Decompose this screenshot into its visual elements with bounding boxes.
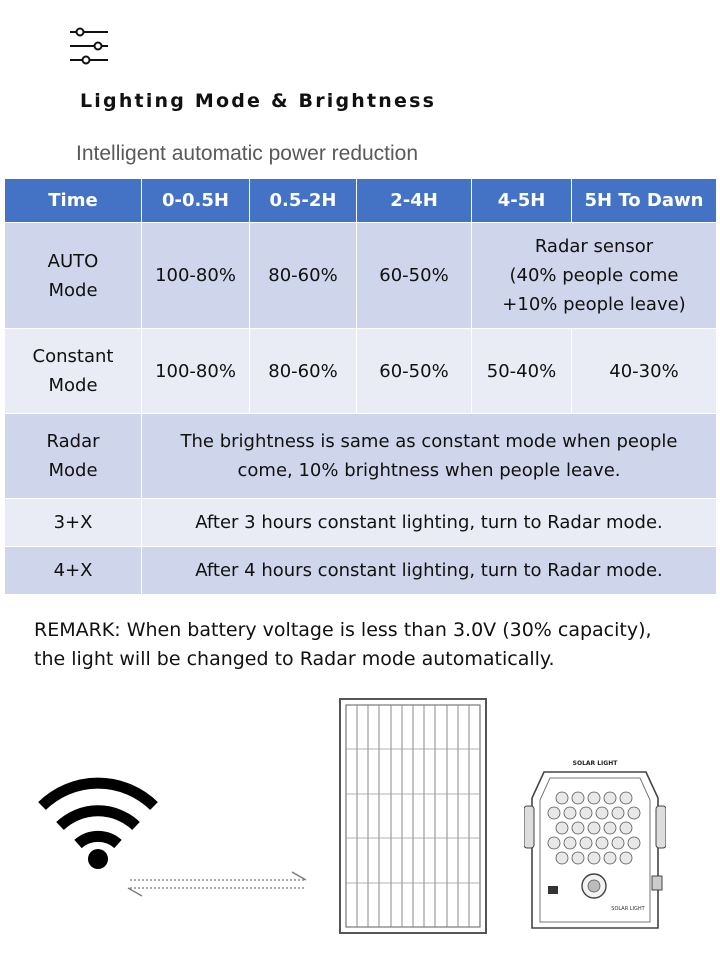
table-row-radar xyxy=(5,414,717,499)
value-cell: 50-40% xyxy=(472,329,572,414)
column-header: 4-5H xyxy=(472,179,572,223)
value-cell: 60-50% xyxy=(357,329,472,414)
value-cell: 100-80% xyxy=(142,329,250,414)
table-row-auto xyxy=(5,223,717,329)
page-subtitle: Intelligent automatic power reduction xyxy=(76,142,419,165)
remark-note: REMARK: When battery voltage is less than 3.0V (30% capacity), the light will be changed to Radar mode automatically. xyxy=(34,619,652,670)
column-header: Time xyxy=(5,179,142,223)
mode-cell: 4+X xyxy=(5,547,142,595)
settings-sliders-icon xyxy=(68,26,110,66)
mode-cell: Constant Mode xyxy=(5,329,142,414)
description-cell: After 3 hours constant lighting, turn to Radar mode. xyxy=(142,499,717,547)
solar-flood-light-illustration xyxy=(524,758,666,936)
column-header: 5H To Dawn xyxy=(572,179,717,223)
table-row-4x xyxy=(5,547,717,595)
table-header-row xyxy=(5,179,717,223)
solar-panel-illustration xyxy=(338,697,488,935)
column-header: 0-0.5H xyxy=(142,179,250,223)
description-cell: After 4 hours constant lighting, turn to Radar mode. xyxy=(142,547,717,595)
table-row-3x xyxy=(5,499,717,547)
value-cell: 100-80% xyxy=(142,223,250,329)
table-row-constant xyxy=(5,329,717,414)
value-cell: 40-30% xyxy=(572,329,717,414)
column-header: 0.5-2H xyxy=(250,179,357,223)
mode-cell: Radar Mode xyxy=(5,414,142,499)
wifi-icon xyxy=(36,776,160,872)
description-cell: The brightness is same as constant mode when people come, 10% brightness when people leave. xyxy=(142,414,717,499)
value-cell: 60-50% xyxy=(357,223,472,329)
value-cell: 80-60% xyxy=(250,329,357,414)
radar-sensor-cell: Radar sensor (40% people come +10% people leave) xyxy=(472,223,717,329)
light-label-bottom: SOLAR LIGHT xyxy=(611,906,645,912)
mode-cell: 3+X xyxy=(5,499,142,547)
lighting-mode-table xyxy=(4,178,717,595)
page-title: Lighting Mode & Brightness xyxy=(80,90,437,112)
value-cell: 80-60% xyxy=(250,223,357,329)
light-label-top: SOLAR LIGHT xyxy=(572,760,618,767)
column-header: 2-4H xyxy=(357,179,472,223)
mode-cell: AUTO Mode xyxy=(5,223,142,329)
signal-arrows-icon xyxy=(124,866,310,906)
